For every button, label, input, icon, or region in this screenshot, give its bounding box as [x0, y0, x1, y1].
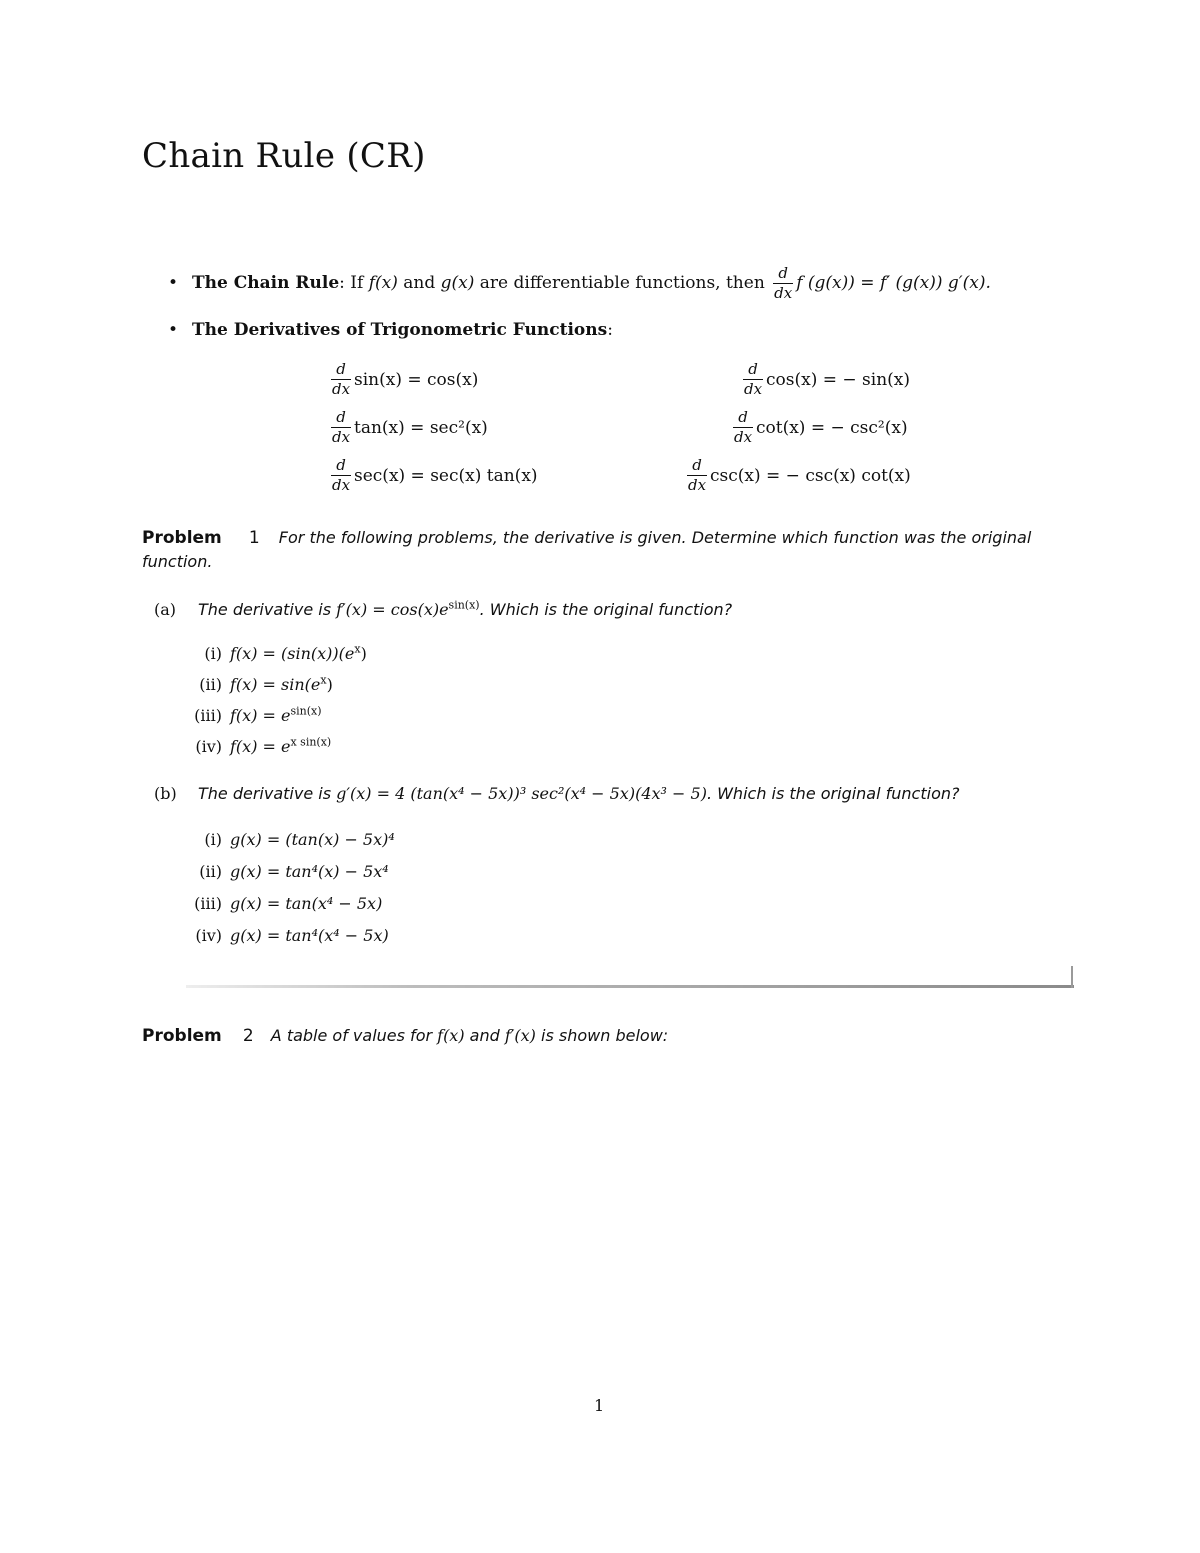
bullet-dot-icon: •	[168, 273, 179, 293]
part-q-suffix: . Which is the original function?	[706, 784, 960, 803]
part-a-question	[154, 600, 732, 619]
option-a-iv[interactable]	[186, 737, 331, 756]
deriv-den: dx	[733, 428, 753, 446]
deriv-den: dx	[774, 284, 793, 302]
trig-expr: sin(x) = cos(x)	[354, 369, 479, 390]
option-expr: g(x) = (tan(x) − 5x)⁴	[230, 830, 395, 849]
deriv-num: d	[778, 264, 788, 282]
trig-bullet	[168, 320, 613, 340]
trig-rule-tan	[328, 410, 488, 445]
option-b-iv[interactable]	[186, 926, 389, 945]
trig-expr: sec(x) = sec(x) tan(x)	[354, 465, 538, 486]
problem-number: 2	[242, 1026, 254, 1046]
problem-2-and: and	[464, 1026, 505, 1045]
problem-1-text-line2: function.	[142, 552, 213, 571]
part-b-question	[154, 784, 960, 803]
section-divider-tick	[1071, 966, 1073, 988]
deriv-num: d	[336, 360, 346, 378]
option-expr: f(x) = sin(e	[230, 675, 321, 694]
page-title: Chain Rule (CR)	[142, 136, 426, 176]
option-expr: g(x) = tan(x⁴ − 5x)	[230, 894, 383, 913]
trig-label: The Derivatives of Trigonometric Functions	[192, 320, 608, 340]
option-label: (iii)	[194, 894, 222, 913]
option-expr: g(x) = tan⁴(x⁴ − 5x)	[230, 926, 389, 945]
option-tail: )	[360, 644, 367, 663]
option-sup: x sin(x)	[290, 735, 332, 749]
trig-expr: csc(x) = − csc(x) cot(x)	[710, 465, 911, 486]
problem-2-text-a: A table of values for	[270, 1026, 438, 1045]
chain-rule-bullet	[168, 266, 991, 301]
chain-rule-and: and	[397, 273, 441, 293]
trig-rule-cos	[740, 362, 910, 397]
problem-2-heading	[142, 1026, 668, 1046]
chain-rule-label: The Chain Rule	[192, 273, 340, 293]
option-label: (iii)	[194, 706, 222, 725]
option-label: (iv)	[195, 926, 222, 945]
deriv-den: dx	[331, 428, 351, 446]
section-divider	[186, 985, 1074, 988]
problem-1-heading	[142, 528, 1031, 548]
deriv-den: dx	[687, 476, 707, 494]
part-q-expr: f′(x) = cos(x)e	[336, 600, 449, 619]
chain-rule-fx: f(x)	[368, 273, 398, 293]
problem-label: Problem	[142, 528, 222, 548]
trig-rule-csc	[684, 458, 911, 493]
trig-expr: cot(x) = − csc²(x)	[756, 417, 908, 438]
problem-number: 1	[248, 528, 260, 548]
chain-rule-text-b: are differentiable functions, then	[474, 273, 771, 293]
option-expr: f(x) = e	[230, 737, 291, 756]
deriv-den: dx	[331, 380, 351, 398]
option-tail: )	[326, 675, 333, 694]
part-q-sup: sin(x)	[448, 598, 480, 612]
chain-rule-lhs: f (g(x)) =	[796, 273, 880, 293]
deriv-den: dx	[743, 380, 763, 398]
option-expr: f(x) = e	[230, 706, 291, 725]
problem-2-text-b: is shown below:	[535, 1026, 669, 1045]
option-sup: x	[354, 642, 361, 656]
option-b-iii[interactable]	[186, 894, 382, 913]
option-label: (ii)	[199, 675, 222, 694]
part-q-suffix: . Which is the original function?	[479, 600, 733, 619]
problem-2-fx: f(x)	[437, 1026, 465, 1045]
option-label: (ii)	[199, 862, 222, 881]
bullet-dot-icon: •	[168, 320, 179, 340]
trig-rule-cot	[730, 410, 908, 445]
option-b-i[interactable]	[186, 830, 395, 849]
option-expr: g(x) = tan⁴(x) − 5x⁴	[230, 862, 389, 881]
deriv-num: d	[336, 456, 346, 474]
trig-expr: tan(x) = sec²(x)	[354, 417, 488, 438]
deriv-num: d	[336, 408, 346, 426]
deriv-den: dx	[331, 476, 351, 494]
option-b-ii[interactable]	[186, 862, 389, 881]
part-q-expr: g′(x) = 4 (tan(x⁴ − 5x))³ sec²(x⁴ − 5x)(4x³ − 5)	[336, 784, 707, 803]
deriv-num: d	[692, 456, 702, 474]
option-a-iii[interactable]	[186, 706, 322, 725]
chain-rule-gx: g(x)	[440, 273, 475, 293]
option-a-ii[interactable]	[186, 675, 333, 694]
part-label: (a)	[154, 600, 177, 619]
deriv-num: d	[748, 360, 758, 378]
derivative-operator	[773, 266, 793, 301]
option-a-i[interactable]	[186, 644, 367, 663]
option-sup: x	[320, 673, 327, 687]
problem-1-text-line1: For the following problems, the derivative is given. Determine which function was the original	[278, 528, 1032, 547]
trig-expr: cos(x) = − sin(x)	[766, 369, 910, 390]
trig-colon: :	[607, 320, 613, 340]
page-number: 1	[594, 1396, 605, 1415]
trig-rule-sin	[328, 362, 478, 397]
option-sup: sin(x)	[290, 704, 322, 718]
problem-2-fpx: f′(x)	[504, 1026, 536, 1045]
trig-rule-sec	[328, 458, 538, 493]
part-label: (b)	[154, 784, 177, 803]
deriv-num: d	[738, 408, 748, 426]
problem-label: Problem	[142, 1026, 222, 1046]
chain-rule-text-a: : If	[339, 273, 369, 293]
option-label: (i)	[204, 830, 222, 849]
chain-rule-rhs: f′ (g(x)) g′(x).	[879, 273, 991, 293]
option-label: (i)	[204, 644, 222, 663]
option-label: (iv)	[195, 737, 222, 756]
part-q-prefix: The derivative is	[198, 784, 337, 803]
option-expr: f(x) = (sin(x))(e	[230, 644, 355, 663]
part-q-prefix: The derivative is	[198, 600, 337, 619]
